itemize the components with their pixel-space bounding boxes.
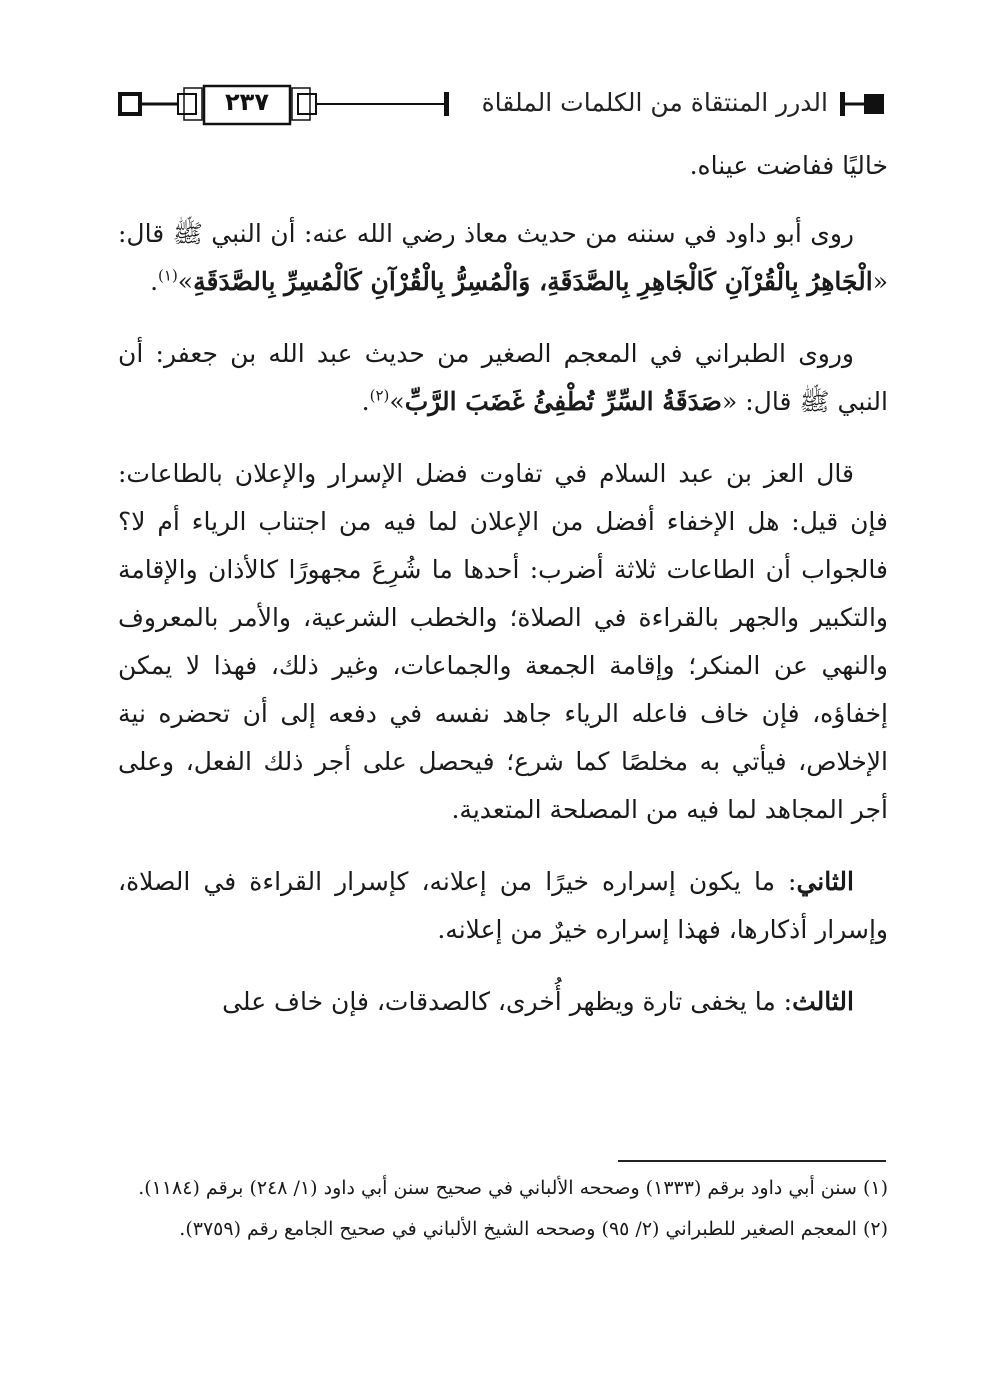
paragraph-6 bbox=[118, 978, 888, 1026]
footnote-1: (١) سنن أبي داود برقم (١٣٣٣) وصححه الألباني في صحيح سنن أبي داود (١/ ٢٤٨) برقم (١١٨٤). bbox=[138, 1177, 888, 1199]
paragraph-3 bbox=[118, 330, 888, 426]
paragraph-3-end: . bbox=[361, 387, 370, 416]
hadith-text-2: صَدَقَةُ السِّرِّ تُطْفِئُ غَضَبَ الرَّبِّ bbox=[404, 387, 723, 416]
term-third: الثالث bbox=[792, 987, 854, 1016]
term-second: الثاني bbox=[796, 867, 854, 896]
paragraph-4: قال العز بن عبد السلام في تفاوت فضل الإسرار والإعلان بالطاعات: فإن قيل: هل الإخفاء أفضل من الإعلان لما فيه من اجتناب الرياء أم لا؟ فالجواب أن الطاعات ثلاثة أضرب: أحدها ما شُرِعَ مجهورًا كالأذان والإقامة والتكبير والجهر بالقراءة في الصلاة؛ والخطب الشرعية، والأمر بالمعروف والنهي عن المنكر؛ وإقامة الجمعة والجماعات، وغير ذلك، فهذا لا يمكن إخفاؤه، فإن خاف فاعله الرياء جاهد نفسه في دفعه إلى أن تحضره نية الإخلاص، فيأتي به مخلصًا كما شرع؛ فيحصل على أجر ذلك الفعل، وعلى أجر المجاهد لما فيه من المصلحة المتعدية. bbox=[118, 459, 888, 824]
footnote-divider bbox=[618, 1160, 886, 1162]
paragraph-6-text: : ما يخفى تارة ويظهر أُخرى، كالصدقات، فإن خاف على bbox=[222, 987, 793, 1016]
paragraph-2 bbox=[118, 210, 888, 306]
paragraph-1: خاليًا ففاضت عيناه. bbox=[689, 151, 888, 180]
hadith-text-1: الْجَاهِرُ بِالْقُرْآنِ كَالْجَاهِرِ بِالصَّدَقَةِ، وَالْمُسِرُّ بِالْقُرْآنِ كَالْمُسِرِّ بِالصَّدَقَةِ bbox=[193, 267, 873, 296]
paragraph-5 bbox=[118, 858, 888, 954]
main-text bbox=[118, 142, 888, 1050]
quote-close-2: » bbox=[389, 387, 405, 416]
paragraph-2-end: . bbox=[150, 267, 159, 296]
quote-close-1: » bbox=[177, 267, 194, 296]
page-number: ٢٣٧ bbox=[225, 88, 269, 116]
paragraph-5-text: : ما يكون إسراره خيرًا من إعلانه، كإسرار القراءة في الصلاة، وإسرار أذكارها، فهذا إسراره خيرٌ من إعلانه. bbox=[118, 867, 888, 944]
footnote-ref-1[interactable]: (١) bbox=[158, 266, 178, 285]
book-title: الدرر المنتقاة من الكلمات الملقاة bbox=[481, 88, 828, 117]
footnote-2: (٢) المعجم الصغير للطبراني (٢/ ٩٥) وصححه الشيخ الألباني في صحيح الجامع رقم (٣٧٥٩). bbox=[179, 1218, 888, 1240]
footnote-ref-2[interactable]: (٢) bbox=[369, 386, 390, 405]
page-header bbox=[118, 82, 886, 130]
paragraph-3-intro: وروى الطبراني في المعجم الصغير من حديث عبد الله بن جعفر: أن النبي ﷺ قال: « bbox=[118, 339, 888, 416]
footnotes bbox=[118, 1172, 888, 1254]
paragraph-2-intro: روى أبو داود في سننه من حديث معاذ رضي الله عنه: أن النبي ﷺ قال: « bbox=[118, 219, 888, 296]
